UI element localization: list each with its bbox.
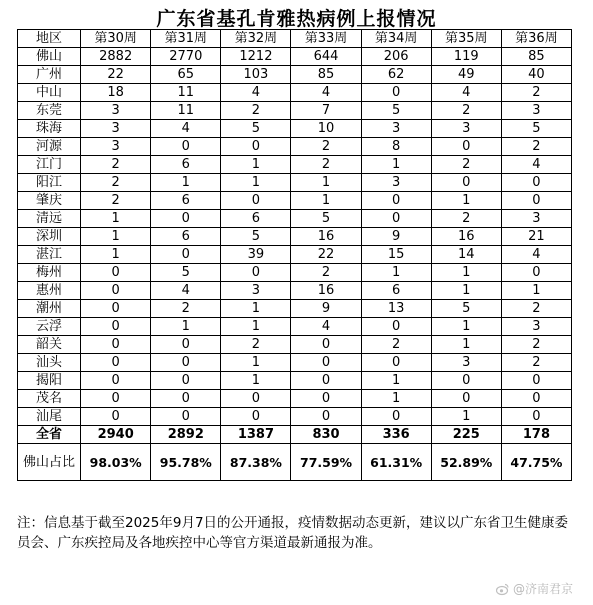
value-cell: 5 xyxy=(501,120,571,138)
value-cell: 第33周 xyxy=(291,30,361,48)
value-cell: 0 xyxy=(291,390,361,408)
value-cell: 0 xyxy=(501,174,571,192)
value-cell: 3 xyxy=(501,102,571,120)
value-cell: 2 xyxy=(501,300,571,318)
value-cell: 9 xyxy=(291,300,361,318)
value-cell: 0 xyxy=(151,138,221,156)
value-cell: 1 xyxy=(361,264,431,282)
value-cell: 119 xyxy=(431,48,501,66)
value-cell: 第32周 xyxy=(221,30,291,48)
value-cell: 3 xyxy=(431,354,501,372)
value-cell: 5 xyxy=(431,300,501,318)
value-cell: 5 xyxy=(221,228,291,246)
value-cell: 2 xyxy=(81,156,151,174)
value-cell: 0 xyxy=(291,408,361,426)
value-cell: 77.59% xyxy=(291,444,361,481)
value-cell: 15 xyxy=(361,246,431,264)
watermark xyxy=(496,580,573,597)
value-cell: 830 xyxy=(291,426,361,444)
value-cell: 2 xyxy=(291,264,361,282)
value-cell: 1 xyxy=(221,318,291,336)
value-cell: 3 xyxy=(81,120,151,138)
value-cell: 5 xyxy=(151,264,221,282)
table-row xyxy=(18,300,572,318)
value-cell: 6 xyxy=(221,210,291,228)
value-cell: 4 xyxy=(501,246,571,264)
watermark-text: @济南君京 xyxy=(512,582,573,596)
value-cell: 6 xyxy=(361,282,431,300)
value-cell: 0 xyxy=(361,318,431,336)
value-cell: 0 xyxy=(431,372,501,390)
value-cell: 3 xyxy=(361,174,431,192)
value-cell: 22 xyxy=(291,246,361,264)
region-cell: 深圳 xyxy=(18,228,81,246)
value-cell: 98.03% xyxy=(81,444,151,481)
value-cell: 0 xyxy=(221,408,291,426)
value-cell: 1 xyxy=(151,318,221,336)
value-cell: 4 xyxy=(151,120,221,138)
value-cell: 0 xyxy=(151,246,221,264)
value-cell: 2 xyxy=(431,102,501,120)
value-cell: 1 xyxy=(431,282,501,300)
region-cell: 茂名 xyxy=(18,390,81,408)
value-cell: 2 xyxy=(291,156,361,174)
region-cell: 梅州 xyxy=(18,264,81,282)
region-cell: 肇庆 xyxy=(18,192,81,210)
value-cell: 0 xyxy=(431,390,501,408)
value-cell: 0 xyxy=(81,390,151,408)
value-cell: 0 xyxy=(221,264,291,282)
value-cell: 85 xyxy=(501,48,571,66)
value-cell: 0 xyxy=(81,372,151,390)
value-cell: 644 xyxy=(291,48,361,66)
value-cell: 0 xyxy=(151,408,221,426)
value-cell: 5 xyxy=(291,210,361,228)
value-cell: 3 xyxy=(361,120,431,138)
region-cell: 江门 xyxy=(18,156,81,174)
value-cell: 87.38% xyxy=(221,444,291,481)
value-cell: 103 xyxy=(221,66,291,84)
value-cell: 206 xyxy=(361,48,431,66)
cases-table xyxy=(17,29,572,481)
table-row xyxy=(18,282,572,300)
value-cell: 0 xyxy=(151,336,221,354)
value-cell: 0 xyxy=(81,354,151,372)
region-cell: 潮州 xyxy=(18,300,81,318)
footnote: 注：信息基于截至2025年9月7日的公开通报，疫情数据动态更新，建议以广东省卫生健康委员会、广东疾控局及各地疾控中心等官方渠道最新通报为准。 xyxy=(17,515,569,551)
value-cell: 1 xyxy=(221,156,291,174)
region-cell: 佛山占比 xyxy=(18,444,81,481)
value-cell: 4 xyxy=(151,282,221,300)
region-cell: 珠海 xyxy=(18,120,81,138)
value-cell: 3 xyxy=(81,102,151,120)
value-cell: 0 xyxy=(151,210,221,228)
value-cell: 0 xyxy=(81,300,151,318)
value-cell: 0 xyxy=(361,84,431,102)
value-cell: 1 xyxy=(431,336,501,354)
value-cell: 2 xyxy=(151,300,221,318)
value-cell: 14 xyxy=(431,246,501,264)
value-cell: 0 xyxy=(501,372,571,390)
value-cell: 2882 xyxy=(81,48,151,66)
region-cell: 汕尾 xyxy=(18,408,81,426)
value-cell: 11 xyxy=(151,102,221,120)
value-cell: 0 xyxy=(291,372,361,390)
table-row xyxy=(18,66,572,84)
table-row xyxy=(18,192,572,210)
value-cell: 16 xyxy=(291,228,361,246)
region-cell: 惠州 xyxy=(18,282,81,300)
value-cell: 16 xyxy=(431,228,501,246)
value-cell: 40 xyxy=(501,66,571,84)
value-cell: 9 xyxy=(361,228,431,246)
value-cell: 第34周 xyxy=(361,30,431,48)
value-cell: 13 xyxy=(361,300,431,318)
value-cell: 0 xyxy=(291,354,361,372)
value-cell: 0 xyxy=(81,264,151,282)
region-cell: 中山 xyxy=(18,84,81,102)
value-cell: 0 xyxy=(501,264,571,282)
value-cell: 0 xyxy=(81,318,151,336)
table-row xyxy=(18,354,572,372)
value-cell: 0 xyxy=(151,390,221,408)
value-cell: 第35周 xyxy=(431,30,501,48)
table-row xyxy=(18,228,572,246)
value-cell: 1 xyxy=(501,282,571,300)
value-cell: 0 xyxy=(151,354,221,372)
table-row xyxy=(18,120,572,138)
value-cell: 22 xyxy=(81,66,151,84)
value-cell: 2892 xyxy=(151,426,221,444)
table-row xyxy=(18,174,572,192)
value-cell: 0 xyxy=(81,282,151,300)
table-row xyxy=(18,156,572,174)
value-cell: 0 xyxy=(81,336,151,354)
region-cell: 汕头 xyxy=(18,354,81,372)
value-cell: 2 xyxy=(361,336,431,354)
value-cell: 21 xyxy=(501,228,571,246)
value-cell: 3 xyxy=(501,210,571,228)
value-cell: 0 xyxy=(361,210,431,228)
value-cell: 2 xyxy=(221,102,291,120)
value-cell: 2 xyxy=(81,192,151,210)
value-cell: 95.78% xyxy=(151,444,221,481)
value-cell: 10 xyxy=(291,120,361,138)
value-cell: 2 xyxy=(501,138,571,156)
value-cell: 2 xyxy=(501,336,571,354)
table-row xyxy=(18,102,572,120)
value-cell: 0 xyxy=(501,192,571,210)
share-row xyxy=(18,444,572,481)
total-row xyxy=(18,426,572,444)
value-cell: 5 xyxy=(361,102,431,120)
value-cell: 4 xyxy=(501,156,571,174)
value-cell: 1 xyxy=(291,192,361,210)
value-cell: 178 xyxy=(501,426,571,444)
value-cell: 52.89% xyxy=(431,444,501,481)
value-cell: 6 xyxy=(151,156,221,174)
region-cell: 湛江 xyxy=(18,246,81,264)
value-cell: 4 xyxy=(221,84,291,102)
region-cell: 揭阳 xyxy=(18,372,81,390)
value-cell: 18 xyxy=(81,84,151,102)
value-cell: 85 xyxy=(291,66,361,84)
weibo-logo-icon xyxy=(496,582,510,596)
value-cell: 2 xyxy=(291,138,361,156)
value-cell: 6 xyxy=(151,192,221,210)
value-cell: 1 xyxy=(81,246,151,264)
table-row xyxy=(18,372,572,390)
region-cell: 广州 xyxy=(18,66,81,84)
value-cell: 2 xyxy=(221,336,291,354)
value-cell: 0 xyxy=(361,354,431,372)
table-row xyxy=(18,138,572,156)
value-cell: 0 xyxy=(501,390,571,408)
value-cell: 6 xyxy=(151,228,221,246)
table-row xyxy=(18,264,572,282)
value-cell: 5 xyxy=(221,120,291,138)
table-header-row xyxy=(18,30,572,48)
value-cell: 0 xyxy=(81,408,151,426)
value-cell: 61.31% xyxy=(361,444,431,481)
value-cell: 第36周 xyxy=(501,30,571,48)
table-row xyxy=(18,318,572,336)
region-cell: 云浮 xyxy=(18,318,81,336)
value-cell: 0 xyxy=(501,408,571,426)
value-cell: 1212 xyxy=(221,48,291,66)
table-row xyxy=(18,408,572,426)
value-cell: 0 xyxy=(431,174,501,192)
value-cell: 47.75% xyxy=(501,444,571,481)
value-cell: 3 xyxy=(501,318,571,336)
table-row xyxy=(18,390,572,408)
value-cell: 0 xyxy=(221,192,291,210)
value-cell: 3 xyxy=(221,282,291,300)
region-cell: 韶关 xyxy=(18,336,81,354)
table-row xyxy=(18,210,572,228)
value-cell: 11 xyxy=(151,84,221,102)
value-cell: 16 xyxy=(291,282,361,300)
region-cell: 全省 xyxy=(18,426,81,444)
value-cell: 4 xyxy=(431,84,501,102)
value-cell: 65 xyxy=(151,66,221,84)
value-cell: 225 xyxy=(431,426,501,444)
value-cell: 第31周 xyxy=(151,30,221,48)
value-cell: 1 xyxy=(361,156,431,174)
value-cell: 1 xyxy=(221,354,291,372)
region-cell: 佛山 xyxy=(18,48,81,66)
value-cell: 2770 xyxy=(151,48,221,66)
value-cell: 0 xyxy=(221,390,291,408)
value-cell: 1 xyxy=(221,300,291,318)
value-cell: 1 xyxy=(431,192,501,210)
value-cell: 336 xyxy=(361,426,431,444)
value-cell: 第30周 xyxy=(81,30,151,48)
value-cell: 1 xyxy=(81,228,151,246)
value-cell: 1 xyxy=(361,372,431,390)
value-cell: 1 xyxy=(221,174,291,192)
value-cell: 2 xyxy=(431,156,501,174)
region-cell: 地区 xyxy=(18,30,81,48)
value-cell: 1 xyxy=(291,174,361,192)
page-title: 广东省基孔肯雅热病例上报情况 xyxy=(156,8,437,30)
table-row xyxy=(18,84,572,102)
value-cell: 2 xyxy=(81,174,151,192)
table-row xyxy=(18,246,572,264)
value-cell: 0 xyxy=(151,372,221,390)
value-cell: 0 xyxy=(431,138,501,156)
value-cell: 1387 xyxy=(221,426,291,444)
value-cell: 2940 xyxy=(81,426,151,444)
value-cell: 1 xyxy=(361,390,431,408)
value-cell: 0 xyxy=(221,138,291,156)
region-cell: 河源 xyxy=(18,138,81,156)
table-row xyxy=(18,48,572,66)
value-cell: 7 xyxy=(291,102,361,120)
region-cell: 阳江 xyxy=(18,174,81,192)
value-cell: 8 xyxy=(361,138,431,156)
value-cell: 1 xyxy=(431,318,501,336)
region-cell: 清远 xyxy=(18,210,81,228)
value-cell: 3 xyxy=(431,120,501,138)
value-cell: 0 xyxy=(291,336,361,354)
value-cell: 1 xyxy=(81,210,151,228)
table-row xyxy=(18,336,572,354)
value-cell: 1 xyxy=(431,264,501,282)
region-cell: 东莞 xyxy=(18,102,81,120)
value-cell: 2 xyxy=(501,354,571,372)
value-cell: 0 xyxy=(361,408,431,426)
value-cell: 0 xyxy=(361,192,431,210)
value-cell: 2 xyxy=(431,210,501,228)
value-cell: 2 xyxy=(501,84,571,102)
value-cell: 1 xyxy=(431,408,501,426)
value-cell: 1 xyxy=(151,174,221,192)
value-cell: 4 xyxy=(291,84,361,102)
value-cell: 3 xyxy=(81,138,151,156)
value-cell: 62 xyxy=(361,66,431,84)
value-cell: 4 xyxy=(291,318,361,336)
value-cell: 39 xyxy=(221,246,291,264)
value-cell: 1 xyxy=(221,372,291,390)
value-cell: 49 xyxy=(431,66,501,84)
